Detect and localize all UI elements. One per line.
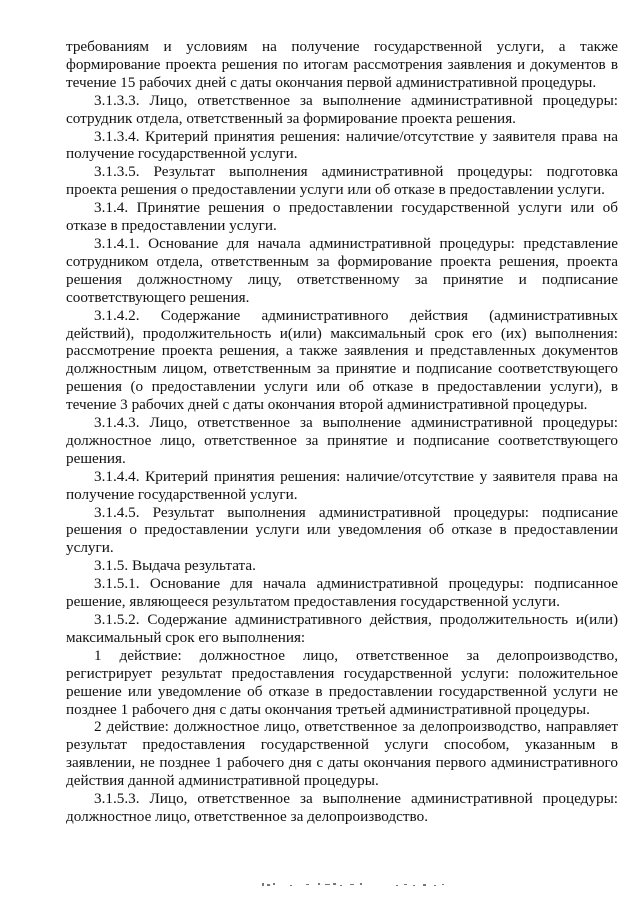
- paragraph-3-1-4-2: 3.1.4.2. Содержание административного действия (административных действий), продолжительность и(или) максимальный срок его (их) выполнения: рассмотрение проекта решения, а также заявления и представленных документов должностным лицом, ответственным за принятие и подписание соответствующего решения (о предоставлении услуги или об отказе в предоставлении услуги), в течение 3 рабочих дней с даты окончания второй административной процедуры.: [66, 306, 618, 414]
- paragraph-3-1-5: 3.1.5. Выдача результата.: [94, 557, 256, 575]
- paragraph-action-2: 2 действие: должностное лицо, ответственное за делопроизводство, направляет результат предоставления государственной услуги способом, указанным в заявлении, не позднее 1 рабочего дня с даты окончания первого административного действия данной административной процедуры.: [66, 718, 618, 790]
- paragraph-3-1-4-4: 3.1.4.4. Критерий принятия решения: наличие/отсутствие у заявителя права на получение государственной услуги.: [66, 467, 618, 503]
- scan-noise-marks: [0, 874, 640, 894]
- paragraph-3-1-5-3: 3.1.5.3. Лицо, ответственное за выполнение административной процедуры: должностное лицо, ответственное за делопроизводство.: [66, 790, 618, 825]
- paragraph-3-1-4-3: 3.1.4.3. Лицо, ответственное за выполнение административной процедуры: должностное лицо, ответственное за принятие и подписание соответствующего решения.: [66, 414, 618, 467]
- paragraph-3-1-5-2: 3.1.5.2. Содержание административного действия, продолжительность и(или) максимальный срок его выполнения:: [66, 611, 618, 646]
- paragraph-3-1-3-4: 3.1.3.4. Критерий принятия решения: наличие/отсутствие у заявителя права на получение государственной услуги.: [66, 127, 618, 163]
- paragraph-3-1-4-1: 3.1.4.1. Основание для начала административной процедуры: представление сотрудником отдела, ответственным за формирование проекта решения, проекта решения должностному лицу, ответственному за принятие и подписание соответствующего решения.: [66, 234, 618, 306]
- paragraph-action-1: 1 действие: должностное лицо, ответственное за делопроизводство, регистрирует результат предоставления государственной услуги: положительное решение или уведомление об отказе в предоставлении государственной услуги не позднее 1 рабочего дня с даты окончания третьей административной процедуры.: [66, 646, 618, 718]
- paragraph-3-1-3-5: 3.1.3.5. Результат выполнения административной процедуры: подготовка проекта решения о предоставлении услуги или об отказе в предоставлении услуги.: [66, 163, 618, 199]
- document-page: [66, 38, 618, 826]
- paragraph-3-1-4: 3.1.4. Принятие решения о предоставлении государственной услуги или об отказе в предоставлении услуги.: [66, 199, 618, 235]
- paragraph-3-1-3-3: 3.1.3.3. Лицо, ответственное за выполнение административной процедуры: сотрудник отдела, ответственный за формирование проекта решения.: [66, 91, 618, 127]
- paragraph-3-1-5-1: 3.1.5.1. Основание для начала административной процедуры: подписанное решение, являющееся результатом предоставления государственной услуги.: [66, 575, 618, 611]
- paragraph-3-1-4-5: 3.1.4.5. Результат выполнения административной процедуры: подписание решения о предоставлении услуги или уведомления об отказе в предоставлении услуги.: [66, 503, 618, 557]
- paragraph-continuation: требованиям и условиям на получение государственной услуги, а также формирование проекта решения по итогам рассмотрения заявления и документов в течение 15 рабочих дней с даты окончания первой административной процедуры.: [66, 38, 618, 91]
